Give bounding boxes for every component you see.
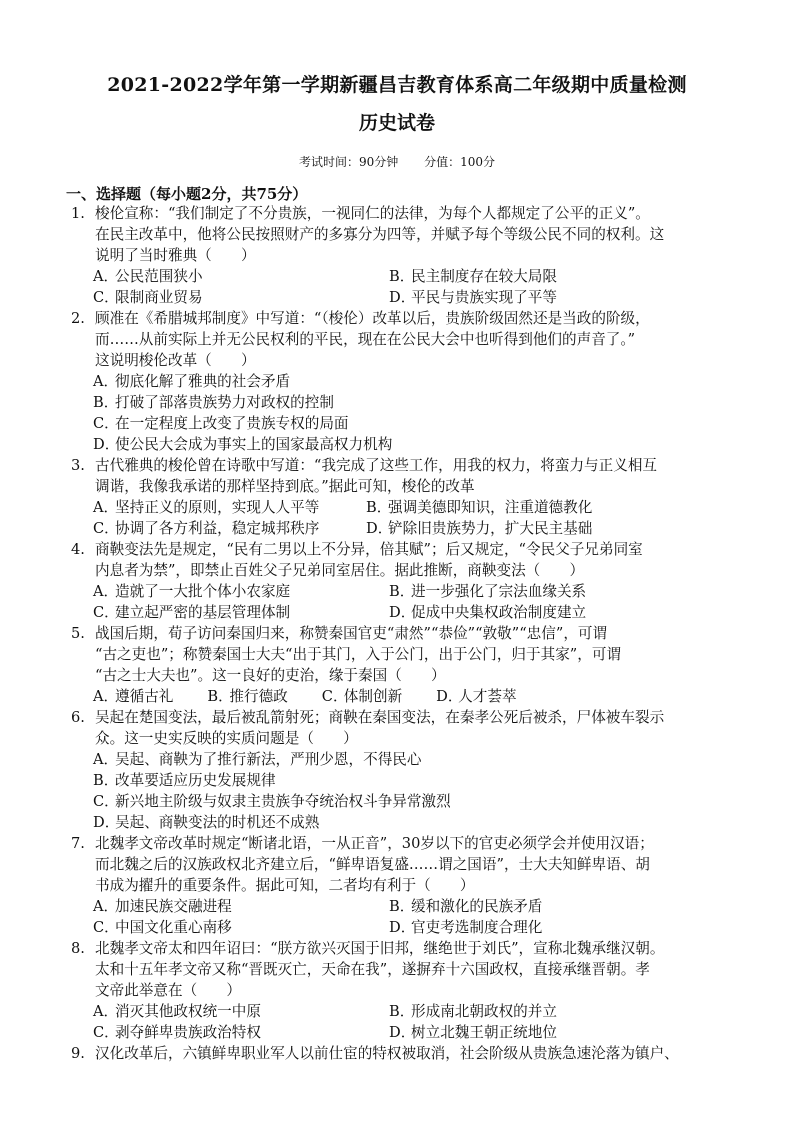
- question-number: 5.: [71, 625, 85, 642]
- option: [389, 287, 557, 308]
- page-subtitle: 历史试卷: [358, 112, 435, 134]
- option-label: C．: [93, 919, 119, 936]
- option: [93, 287, 203, 308]
- option-label: B．: [389, 583, 415, 600]
- question-number: 6.: [71, 709, 85, 726]
- option-label: A．: [93, 751, 119, 768]
- question-stem-line: 调谐，我像我承诺的那样坚持到底。”据此可知，梭伦的改革: [95, 478, 475, 495]
- option-label: A．: [93, 268, 119, 285]
- option-row: [0, 518, 794, 539]
- option-label: C．: [93, 415, 119, 432]
- question-stem-text: 汉化改革后，六镇鲜卑职业军人以前仕宦的特权被取消，社会阶级从贵族急速沦落为镇户、: [95, 1045, 679, 1062]
- question-stem-text: 梭伦宣称：“我们制定了不分贵族，一视同仁的法律，为每个人都规定了公平的正义”。: [95, 205, 650, 222]
- option-label: D．: [93, 814, 120, 831]
- option: [93, 518, 319, 539]
- option-text: 人才荟萃: [458, 688, 517, 705]
- option-text: 坚持正义的原则，实现人人平等: [115, 499, 320, 516]
- question-stem-line: 众。这一史实反映的实质问题是（ ）: [95, 730, 358, 747]
- question-stem-line: [0, 203, 794, 224]
- option-label: D．: [93, 436, 120, 453]
- option: [389, 266, 557, 287]
- option-row: [0, 371, 794, 392]
- question-item: [0, 455, 794, 539]
- option: [93, 581, 290, 602]
- option-label: D．: [389, 604, 416, 621]
- question-item: [0, 707, 794, 833]
- question-stem-text: 吴起在楚国变法，最后被乱箭射死；商鞅在秦国变法，在秦孝公死后被杀，尸体被车裂示: [95, 709, 665, 726]
- option-text: 平民与贵族实现了平等: [411, 289, 557, 306]
- question-stem-text: 战国后期，荀子访问秦国归来，称赞秦国官吏“肃然”“恭俭”“敦敬”“忠信”，可谓: [95, 625, 608, 642]
- option-row: [0, 686, 794, 707]
- question-stem-line: [0, 938, 794, 959]
- option-row: [0, 413, 794, 434]
- option-text: 在一定程度上改变了贵族专权的局面: [115, 415, 349, 432]
- option-label: C．: [321, 688, 348, 705]
- option-label: A．: [93, 898, 119, 915]
- option-text: 中国文化重心南移: [115, 919, 232, 936]
- option-row: [0, 434, 794, 455]
- option: [389, 896, 542, 917]
- question-number: 1.: [71, 205, 85, 222]
- option: [436, 686, 516, 707]
- option-label: D．: [389, 919, 416, 936]
- exam-info: [0, 153, 794, 170]
- option-label: A．: [93, 1003, 119, 1020]
- option-text: 促成中央集权政治制度建立: [411, 604, 587, 621]
- option: [93, 896, 232, 917]
- option-text: 形成南北朝政权的并立: [411, 1003, 557, 1020]
- option-row: [0, 896, 794, 917]
- question-stem-line: 太和十五年孝文帝又称“晋既灭亡，天命在我”，遂摒弃十六国政权，直接承继晋朝。孝: [95, 961, 650, 978]
- option-text: 建立起严密的基层管理体制: [115, 604, 291, 621]
- option-text: 彻底化解了雅典的社会矛盾: [115, 373, 291, 390]
- option-label: D．: [366, 520, 393, 537]
- option-text: 改革要适应历史发展规律: [115, 772, 276, 789]
- option-row: [0, 497, 794, 518]
- option-row: [0, 749, 794, 770]
- question-stem-text: 古代雅典的梭伦曾在诗歌中写道：“我完成了这些工作，用我的权力，将蛮力与正义相互: [95, 457, 658, 474]
- option-label: B．: [93, 394, 119, 411]
- option-text: 加速民族交融进程: [115, 898, 232, 915]
- question-stem-line: [0, 833, 794, 854]
- option: [93, 602, 290, 623]
- question-list: [0, 203, 794, 1064]
- page-title: 2021-2022学年第一学期新疆昌吉教育体系高二年级期中质量检测: [107, 74, 687, 96]
- option-row: [0, 1022, 794, 1043]
- option-text: 官吏考选制度合理化: [411, 919, 543, 936]
- option-label: D．: [389, 289, 416, 306]
- option-row: [0, 287, 794, 308]
- exam-score: 分值：100分: [424, 155, 495, 169]
- option-label: C．: [93, 1024, 119, 1041]
- question-number: 9.: [71, 1045, 85, 1062]
- option-text: 强调美德即知识，注重道德教化: [388, 499, 593, 516]
- question-stem-line: 文帝此举意在（ ）: [95, 982, 241, 999]
- option: [366, 518, 592, 539]
- option-label: C．: [93, 289, 119, 306]
- question-item: [0, 623, 794, 707]
- question-stem-text: 北魏孝文帝太和四年诏曰：“朕方欲兴灭国于旧邦，继绝世于刘氏”，宣称北魏承继汉朝。: [95, 940, 665, 957]
- option-text: 推行德政: [229, 688, 288, 705]
- question-stem-text: 商鞅变法先是规定，“民有二男以上不分异，倍其赋”；后又规定，“令民父子兄弟同室: [95, 541, 643, 558]
- question-stem-line: [0, 1043, 794, 1064]
- option-row: [0, 602, 794, 623]
- option-row: [0, 266, 794, 287]
- option-label: D．: [389, 1024, 416, 1041]
- option-row: [0, 791, 794, 812]
- option: [389, 1001, 557, 1022]
- option-label: A．: [93, 499, 119, 516]
- question-number: 7.: [71, 835, 85, 852]
- exam-time: 考试时间：90分钟: [298, 155, 399, 169]
- option-text: 民主制度存在较大局限: [411, 268, 557, 285]
- option-text: 进一步强化了宗法血缘关系: [411, 583, 587, 600]
- question-stem-line: “古之吏也”；称赞秦国士大夫“出于其门，入于公门，出于公门，归于其家”，可谓: [95, 646, 622, 663]
- option-text: 遵循古礼: [115, 688, 174, 705]
- option-label: B．: [389, 1003, 415, 1020]
- option: [366, 497, 592, 518]
- option-label: A．: [93, 583, 119, 600]
- question-stem-line: [0, 539, 794, 560]
- option-label: B．: [207, 688, 233, 705]
- option: [322, 686, 402, 707]
- option-text: 造就了一大批个体小农家庭: [115, 583, 291, 600]
- option-text: 体制创新: [343, 688, 403, 705]
- question-stem-line: 而……从前实际上并无公民权利的平民，现在在公民大会中也听得到他们的声音了。”: [95, 331, 636, 348]
- option-text: 缓和激化的民族矛盾: [411, 898, 543, 915]
- option-text: 吴起、商鞅为了推行新法，严刑少恩，不得民心: [115, 751, 422, 768]
- option: [389, 1022, 557, 1043]
- section-heading: 一、选择题（每小题2分，共75分）: [66, 185, 308, 203]
- question-number: 2.: [71, 310, 85, 327]
- option-text: 使公民大会成为事实上的国家最高权力机构: [115, 436, 393, 453]
- question-item: [0, 539, 794, 623]
- option-label: A．: [93, 688, 119, 705]
- option-row: [0, 812, 794, 833]
- option: [93, 686, 173, 707]
- option: [93, 1022, 261, 1043]
- question-stem-line: 内息者为禁”，即禁止百姓父子兄弟同室居住。据此推断，商鞅变法（ ）: [95, 562, 585, 579]
- option: [93, 1001, 261, 1022]
- option-label: B．: [93, 772, 119, 789]
- question-stem-line: [0, 308, 794, 329]
- question-number: 3.: [71, 457, 85, 474]
- option-row: [0, 770, 794, 791]
- option: [93, 266, 203, 287]
- option-label: B．: [389, 898, 415, 915]
- option-label: A．: [93, 373, 119, 390]
- option-label: C．: [93, 520, 119, 537]
- option: [93, 497, 319, 518]
- option-text: 吴起、商鞅变法的时机还不成熟: [115, 814, 320, 831]
- option-label: B．: [366, 499, 392, 516]
- question-number: 8.: [71, 940, 85, 957]
- option-label: C．: [93, 604, 119, 621]
- option-row: [0, 917, 794, 938]
- question-item: [0, 833, 794, 938]
- question-stem-line: 而北魏之后的汉族政权北齐建立后，“鲜卑语复盛……谓之国语”，士大夫知鲜卑语、胡: [95, 856, 650, 873]
- option: [389, 581, 586, 602]
- option-text: 协调了各方利益，稳定城邦秩序: [115, 520, 320, 537]
- option-text: 公民范围狭小: [115, 268, 203, 285]
- question-stem-line: [0, 455, 794, 476]
- question-stem-line: 说明了当时雅典（ ）: [95, 247, 256, 264]
- option-text: 新兴地主阶级与奴隶主贵族争夺统治权斗争异常激烈: [115, 793, 451, 810]
- option-row: [0, 392, 794, 413]
- option-text: 消灭其他政权统一中原: [115, 1003, 261, 1020]
- option-text: 铲除旧贵族势力，扩大民主基础: [388, 520, 593, 537]
- option: [93, 917, 232, 938]
- question-item: [0, 308, 794, 455]
- question-stem-text: 顾准在《希腊城邦制度》中写道：“（梭伦）改革以后，贵族阶级固然还是当政的阶级，: [95, 310, 650, 327]
- option-row: [0, 581, 794, 602]
- question-stem-line: 这说明梭伦改革（ ）: [95, 352, 256, 369]
- option-text: 树立北魏王朝正统地位: [411, 1024, 557, 1041]
- option: [207, 686, 287, 707]
- question-stem-line: “古之士大夫也”。这一良好的吏治，缘于秦国（ ）: [95, 667, 446, 684]
- option-text: 打破了部落贵族势力对政权的控制: [115, 394, 334, 411]
- question-stem-text: 北魏孝文帝改革时规定“断诸北语，一从正音”，30岁以下的官吏必须学会并使用汉语；: [95, 835, 654, 852]
- question-stem-line: 书成为擢升的重要条件。据此可知，二者均有利于（ ）: [95, 877, 475, 894]
- question-item: [0, 203, 794, 308]
- option-label: D．: [436, 688, 463, 705]
- question-stem-line: [0, 707, 794, 728]
- option-text: 限制商业贸易: [115, 289, 203, 306]
- option-label: C．: [93, 793, 119, 810]
- option: [389, 917, 542, 938]
- option: [389, 602, 586, 623]
- option-row: [0, 1001, 794, 1022]
- question-stem-line: 在民主改革中，他将公民按照财产的多寡分为四等，并赋予每个等级公民不同的权利。这: [95, 226, 665, 243]
- question-item: [0, 1043, 794, 1064]
- question-number: 4.: [71, 541, 85, 558]
- question-item: [0, 938, 794, 1043]
- question-stem-line: [0, 623, 794, 644]
- option-text: 剥夺鲜卑贵族政治特权: [115, 1024, 261, 1041]
- option-label: B．: [389, 268, 415, 285]
